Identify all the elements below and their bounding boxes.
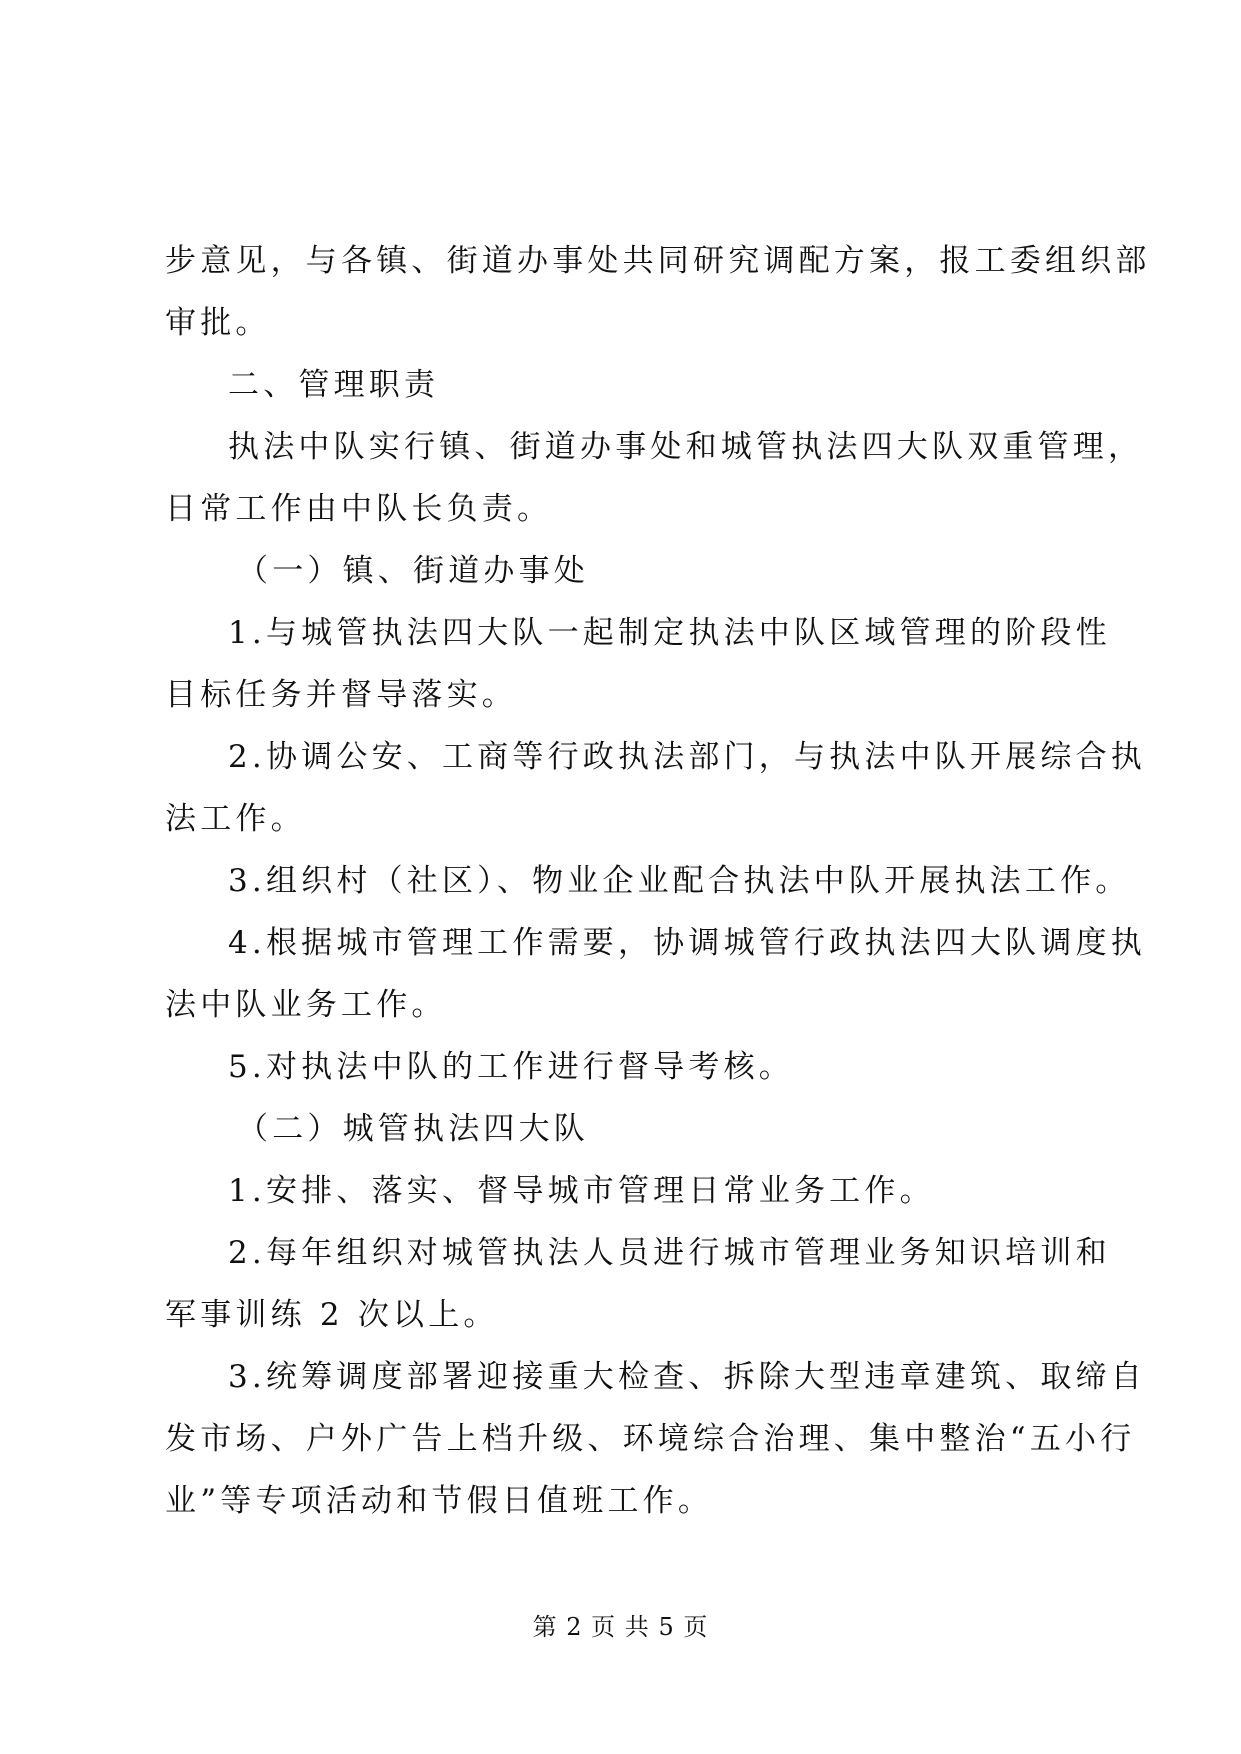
- text-line: 目标任务并督导落实。: [165, 677, 517, 713]
- text-line: 军事训练 2 次以上。: [165, 1297, 499, 1333]
- list-item: 1.安排、落实、督导城市管理日常业务工作。: [228, 1173, 935, 1209]
- text-line: 发市场、户外广告上档升级、环境综合治理、集中整治“五小行: [165, 1421, 1136, 1457]
- text-line: 业”等专项活动和节假日值班工作。: [165, 1483, 714, 1519]
- list-item: 2.协调公安、工商等行政执法部门，与执法中队开展综合执: [228, 739, 1146, 775]
- document-body: [165, 230, 1151, 1532]
- list-item: 4.根据城市管理工作需要，协调城管行政执法四大队调度执: [228, 925, 1146, 961]
- list-item: 2.每年组织对城管执法人员进行城市管理业务知识培训和: [228, 1235, 1111, 1271]
- list-item: 3.组织村（社区）、物业企业配合执法中队开展执法工作。: [228, 863, 1131, 899]
- list-item: 5.对执法中队的工作进行督导考核。: [228, 1049, 794, 1085]
- text-line: 日常工作由中队长负责。: [165, 491, 553, 527]
- text-line: 法中队业务工作。: [165, 987, 447, 1023]
- subsection-heading: （二）城管执法四大队: [237, 1111, 589, 1147]
- subsection-heading: （一）镇、街道办事处: [237, 553, 589, 589]
- page-number-footer: 第 2 页 共 5 页: [532, 1613, 709, 1641]
- section-heading: 二、管理职责: [228, 367, 440, 403]
- list-item: 3.统筹调度部署迎接重大检查、拆除大型违章建筑、取缔自: [228, 1359, 1146, 1395]
- list-item: 1.与城管执法四大队一起制定执法中队区域管理的阶段性: [228, 615, 1111, 651]
- text-line: 审批。: [165, 305, 271, 341]
- text-line: 法工作。: [165, 801, 306, 837]
- text-line: 步意见，与各镇、街道办事处共同研究调配方案，报工委组织部: [165, 243, 1151, 279]
- text-line: 执法中队实行镇、街道办事处和城管执法四大队双重管理，: [228, 429, 1144, 465]
